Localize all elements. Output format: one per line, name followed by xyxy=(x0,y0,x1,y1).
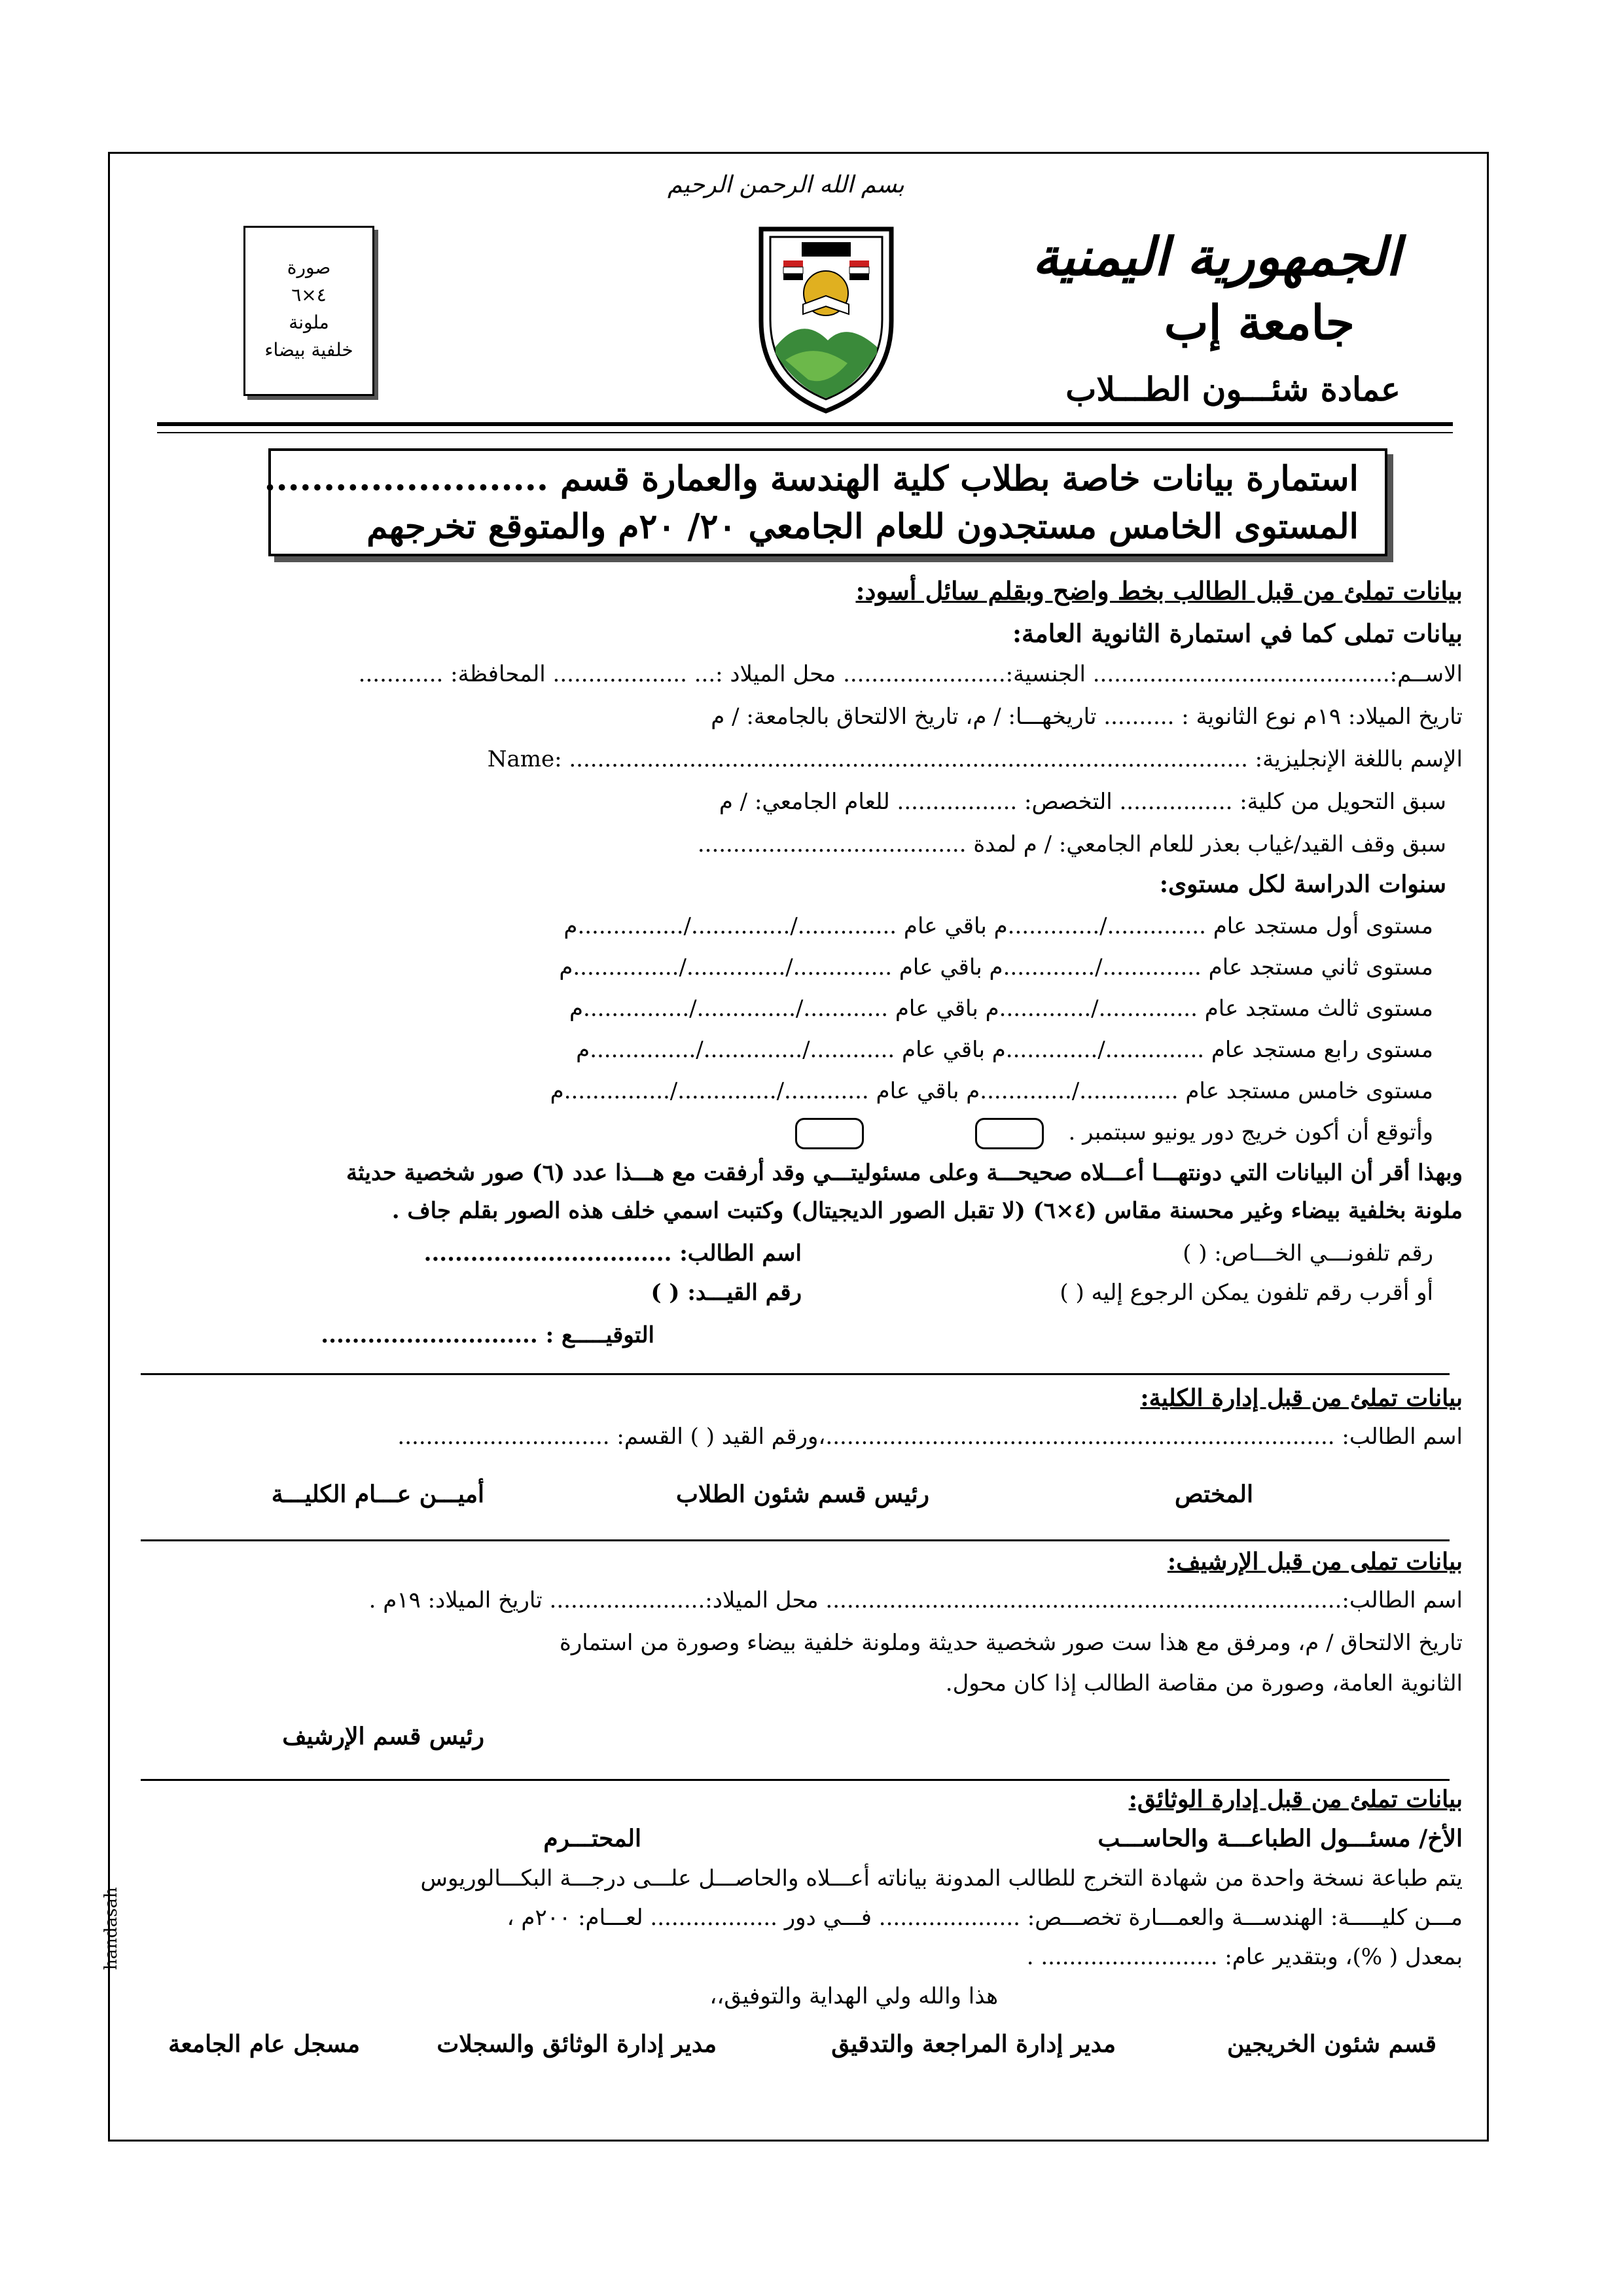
signature-line[interactable]: التوقيـــــع : ............................ xyxy=(321,1322,654,1348)
signer-records-director: مدير إدارة الوثائق والسجلات xyxy=(437,2030,717,2058)
photo-line: ملونة xyxy=(289,312,329,333)
section-divider xyxy=(141,1539,1450,1541)
signer-review-director: مدير إدارة المراجعة والتدقيق xyxy=(831,2030,1116,2058)
documents-body3[interactable]: بمعدل ( %)، وبتقدير عام: ......................... . xyxy=(1026,1944,1463,1970)
photo-line: خلفية بيضاء xyxy=(264,339,353,361)
level-1-line[interactable]: مستوى أول مستجد عام ............../.............م باقي عام ............../............../...............م xyxy=(563,913,1433,939)
level-5-line[interactable]: مستوى خامس مستجد عام ............../.............م باقي عام ............/............../...............م xyxy=(550,1078,1433,1104)
transfer-line[interactable]: سبق التحويل من كلية: ................ التخصص: ................. للعام الجامعي: / م xyxy=(719,789,1446,815)
archive-line3: الثانوية العامة، وصورة من مقاصة الطالب إذا كان محول. xyxy=(945,1670,1463,1696)
level-4-line[interactable]: مستوى رابع مستجد عام ............../.............م باقي عام ............/............../...............م xyxy=(576,1037,1433,1063)
closing-line: هذا والله ولي الهداية والتوفيق،، xyxy=(709,1983,998,2009)
university-logo xyxy=(756,223,897,416)
declaration-line2: ملونة بخلفية بيضاء وغير محسنة مقاس (٤×٦) (لا تقبل الصور الديجيتال) وكتبت اسمي خلف هذه الصور بقلم جاف . xyxy=(391,1198,1463,1224)
name-nationality-line[interactable]: الاســم:.......................................... الجنسية:....................... محل الميلاد :... ................... المحافظة: ............ xyxy=(358,661,1463,687)
basmala: بسم الله الرحمن الرحيم xyxy=(668,171,904,198)
level-3-line[interactable]: مستوى ثالث مستجد عام ............../.............م باقي عام ............/............../...............م xyxy=(569,996,1433,1022)
college-section-heading: بيانات تملئ من قبل إدارة الكلية: xyxy=(1140,1384,1463,1412)
documents-body1: يتم طباعة نسخة واحدة من شهادة التخرج للطالب المدونة بياناته أعـــلاه والحاصـــل علـــى درجـــة البكـــالوريوس xyxy=(420,1865,1463,1892)
photo-line: ٤×٦ xyxy=(291,284,327,306)
photo-placeholder xyxy=(243,226,374,396)
private-phone-line[interactable]: رقم تلفونـــي الخـــاص: ( ) xyxy=(1183,1240,1433,1266)
signer-archive-head: رئيس قسم الإرشيف xyxy=(282,1723,484,1750)
header-rule xyxy=(157,422,1453,426)
college-student-line[interactable]: اسم الطالب: ........................................................................،ورقم القيد ( ) القسم: .............................. xyxy=(397,1424,1463,1450)
form-title-line2: المستوى الخامس مستجدون للعام الجامعي ٢٠/ ٢٠م والمتوقع تخرجهم xyxy=(366,507,1359,547)
signer-graduates: قسم شئون الخريجين xyxy=(1226,2030,1436,2058)
section-divider xyxy=(141,1779,1450,1781)
enrollment-number-line[interactable]: رقم القيـــد: ( ) xyxy=(651,1280,802,1306)
suspension-line[interactable]: سبق وقف القيد/غياب بعذر للعام الجامعي: / م لمدة ...................................... xyxy=(697,831,1446,857)
archive-section-heading: بيانات تملى من قبل الإرشيف: xyxy=(1167,1548,1463,1575)
student-sub-heading: بيانات تملى كما في استمارة الثانوية العامة: xyxy=(1012,619,1463,648)
university-name: جامعة إب xyxy=(1164,295,1355,350)
signer-registrar: مسجل عام الجامعة xyxy=(168,2030,360,2058)
documents-section-heading: بيانات تملئ من قبل إدارة الوثائق: xyxy=(1128,1785,1463,1813)
signer-college-secretary: أميـــن عـــام الكليـــة xyxy=(271,1480,484,1508)
declaration-line1: وبهذا أقر أن البيانات التي دونتهـــا أعـــلاه صحيحـــة وعلى مسئوليتـــي وقد أرفقت مع هـــذا عدد (٦) صور شخصية حديثة xyxy=(346,1160,1463,1186)
signer-specialist: المختص xyxy=(1175,1480,1253,1508)
deanship-name: عمادة شئـــون الطـــلاب xyxy=(1065,370,1400,408)
form-title-box xyxy=(264,448,1387,556)
relative-phone-line[interactable]: أو أقرب رقم تلفون يمكن الرجوع إليه ( ) xyxy=(1060,1280,1433,1306)
documents-body2[interactable]: مـــن كليـــــة: الهندســـة والعمـــارة تخصـــص: .................... فـــي دور .................. لعـــام: ٢٠٠م ، xyxy=(507,1905,1463,1931)
respected-label: المحتـــرم xyxy=(543,1825,641,1852)
addressee-line: الأخ/ مسئـــول الطباعـــة والحاســـب xyxy=(1097,1825,1463,1852)
side-watermark: handasah xyxy=(101,1887,121,1970)
republic-name: الجمهورية اليمنية xyxy=(1032,226,1400,287)
form-title-line1: استمارة بيانات خاصة بطلاب كلية الهندسة والعمارة قسم ........................ xyxy=(264,459,1359,499)
archive-line2[interactable]: تاريخ الالتحاق / م، ومرفق مع هذا ست صور شخصية حديثة وملونة خلفية بيضاء وصورة من استمارة xyxy=(560,1630,1463,1656)
photo-line: صورة xyxy=(287,257,331,278)
archive-line1[interactable]: اسم الطالب:......................................................................... محل الميلاد:...................... تاريخ الميلاد: ١٩م . xyxy=(368,1587,1463,1613)
september-checkbox[interactable] xyxy=(795,1118,864,1149)
birth-date-line[interactable]: تاريخ الميلاد: ١٩م نوع الثانوية : .......... تاريخهـــا: / م، تاريخ الالتحاق بالجامعة: / م xyxy=(711,704,1463,730)
english-name-line[interactable]: الإسم باللغة الإنجليزية: ................................................................................................ :Name xyxy=(487,746,1463,772)
signer-student-affairs: رئيس قسم شئون الطلاب xyxy=(676,1480,929,1508)
section-divider xyxy=(141,1373,1450,1375)
study-years-heading: سنوات الدراسة لكل مستوى: xyxy=(1159,870,1446,898)
student-name-line[interactable]: اسم الطالب: ................................ xyxy=(423,1240,802,1266)
header-rule-thin xyxy=(157,432,1453,433)
graduation-expectation: وأتوقع أن أكون خريج دور يونيو سبتمبر . xyxy=(1068,1119,1433,1145)
student-section-heading: بيانات تملئ من قبل الطالب بخط واضح وبقلم سائل أسود: xyxy=(855,576,1463,605)
june-checkbox[interactable] xyxy=(975,1118,1044,1149)
level-2-line[interactable]: مستوى ثاني مستجد عام ............../.............م باقي عام ............../............../...............م xyxy=(559,954,1433,980)
